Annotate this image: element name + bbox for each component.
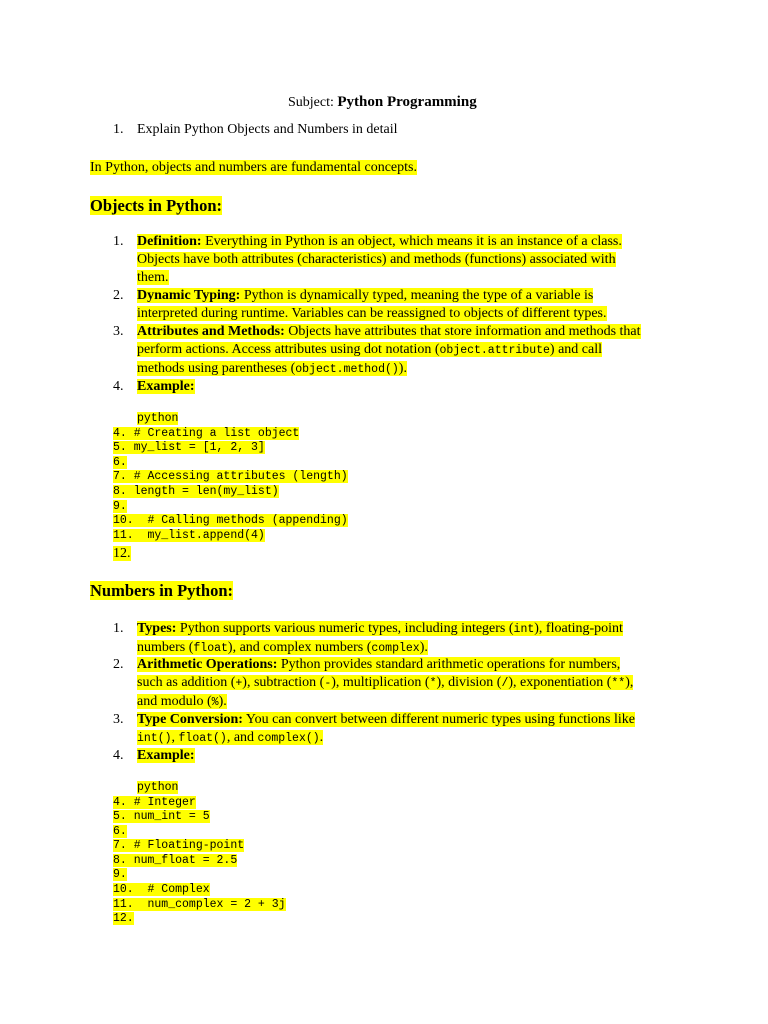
objects-code-lang: python (137, 412, 179, 425)
subject-line (288, 93, 477, 112)
intro-highlight: In Python, objects and numbers are fundamental concepts. (90, 160, 417, 175)
code-line: 10. # Complex (113, 883, 210, 896)
code-line: 11. my_list.append(4) (113, 529, 265, 542)
question-item (113, 121, 124, 139)
code-line: 8. length = len(my_list) (113, 485, 279, 498)
subject-label: Subject: (288, 95, 334, 110)
objects-code-trailing: 12. (113, 546, 131, 561)
numbers-heading: Numbers in Python: (90, 581, 234, 600)
question-number: 1. (113, 122, 124, 137)
question-text: Explain Python Objects and Numbers in detail (137, 122, 398, 137)
code-line: 10. # Calling methods (appending) (113, 514, 348, 527)
code-line: 8. num_float = 2.5 (113, 854, 238, 867)
code-line: 6. (113, 825, 127, 838)
code-line: 12. (113, 912, 134, 925)
code-line: 5. num_int = 5 (113, 810, 210, 823)
objects-heading: Objects in Python: (90, 196, 222, 215)
numbers-code-lang: python (137, 781, 179, 794)
code-line: 7. # Accessing attributes (length) (113, 470, 348, 483)
code-line: 7. # Floating-point (113, 839, 245, 852)
code-line: 9. (113, 868, 127, 881)
code-line: 6. (113, 456, 127, 469)
code-line: 4. # Creating a list object (113, 427, 300, 440)
intro-text (90, 159, 417, 177)
code-line: 4. # Integer (113, 796, 196, 809)
subject-title: Python Programming (337, 94, 477, 110)
code-line: 5. my_list = [1, 2, 3] (113, 441, 265, 454)
code-line: 11. num_complex = 2 + 3j (113, 898, 286, 911)
code-line: 9. (113, 500, 127, 513)
